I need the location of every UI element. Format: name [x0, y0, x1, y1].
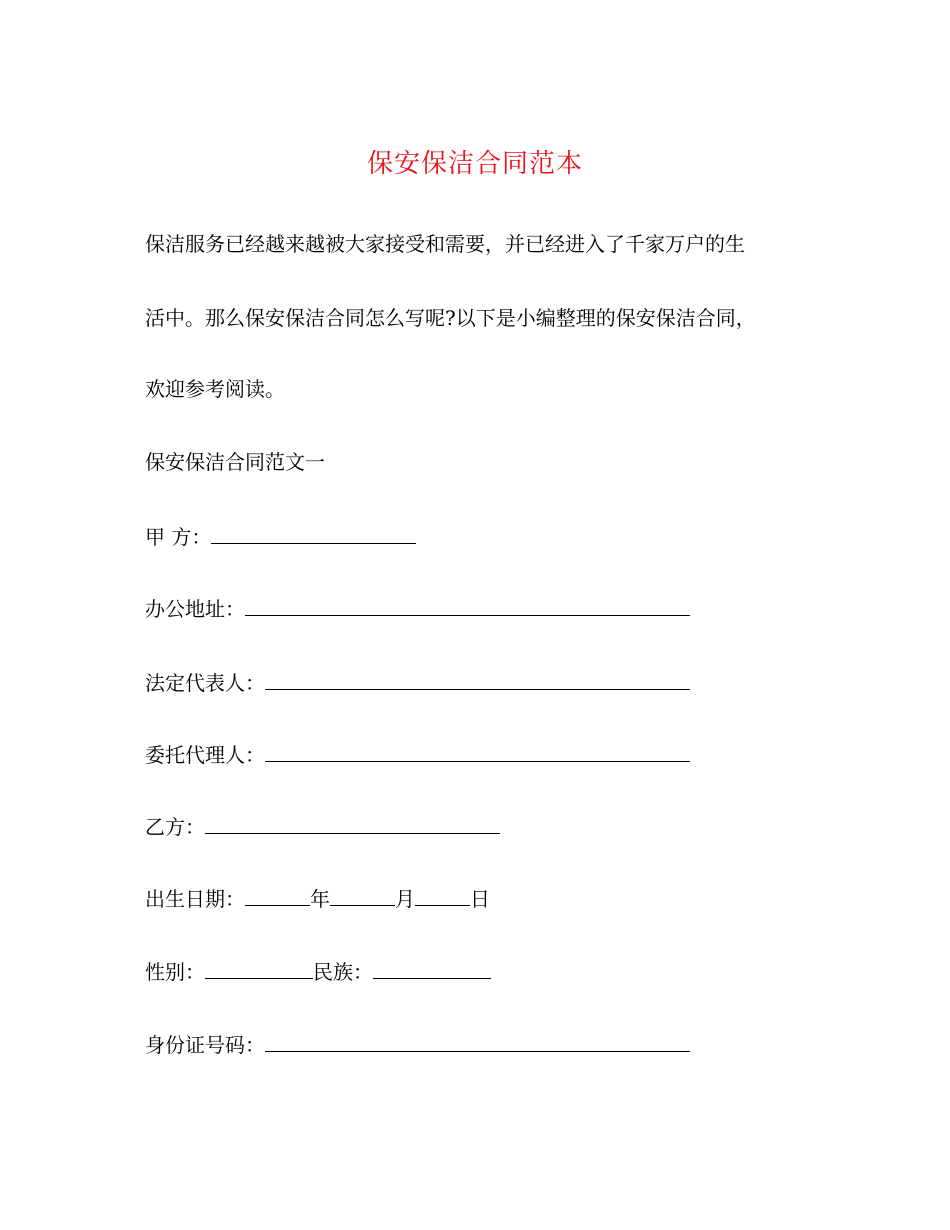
office-address-label: 办公地址： [145, 597, 245, 621]
agent-label: 委托代理人： [145, 743, 265, 767]
legal-rep-label: 法定代表人： [145, 671, 265, 695]
id-number-label: 身份证号码： [145, 1033, 265, 1057]
party-a-row [145, 522, 416, 552]
day-label: 日 [470, 887, 490, 911]
ethnicity-label: 民族： [313, 960, 373, 984]
party-a-label: 甲 方： [145, 525, 212, 549]
gender-label: 性别： [145, 960, 205, 984]
agent-blank[interactable] [265, 741, 690, 762]
party-b-label: 乙方： [145, 815, 205, 839]
year-label: 年 [310, 887, 330, 911]
birth-month-blank[interactable] [330, 885, 395, 906]
gender-ethnicity-row [145, 957, 491, 987]
office-address-row [145, 594, 690, 624]
intro-line-3: 欢迎参考阅读。 [145, 377, 285, 401]
ethnicity-blank[interactable] [373, 958, 491, 979]
agent-row [145, 740, 690, 770]
birth-day-blank[interactable] [415, 885, 470, 906]
intro-line-1: 保洁服务已经越来越被大家接受和需要，并已经进入了千家万户的生 [145, 232, 745, 256]
gender-blank[interactable] [205, 958, 313, 979]
document-title: 保安保洁合同范本 [366, 149, 583, 179]
birth-year-blank[interactable] [245, 885, 310, 906]
office-address-blank[interactable] [245, 595, 690, 616]
party-b-row [145, 812, 500, 842]
id-number-blank[interactable] [265, 1031, 690, 1052]
intro-line-2: 活中。那么保安保洁合同怎么写呢?以下是小编整理的保安保洁合同， [145, 306, 756, 330]
party-a-blank[interactable] [211, 523, 416, 544]
party-b-blank[interactable] [205, 813, 500, 834]
id-number-row [145, 1030, 690, 1060]
birth-date-label: 出生日期： [145, 887, 245, 911]
legal-rep-row [145, 668, 690, 698]
legal-rep-blank[interactable] [265, 669, 690, 690]
section-heading: 保安保洁合同范文一 [145, 450, 325, 474]
month-label: 月 [395, 887, 415, 911]
birth-date-row [145, 884, 490, 914]
